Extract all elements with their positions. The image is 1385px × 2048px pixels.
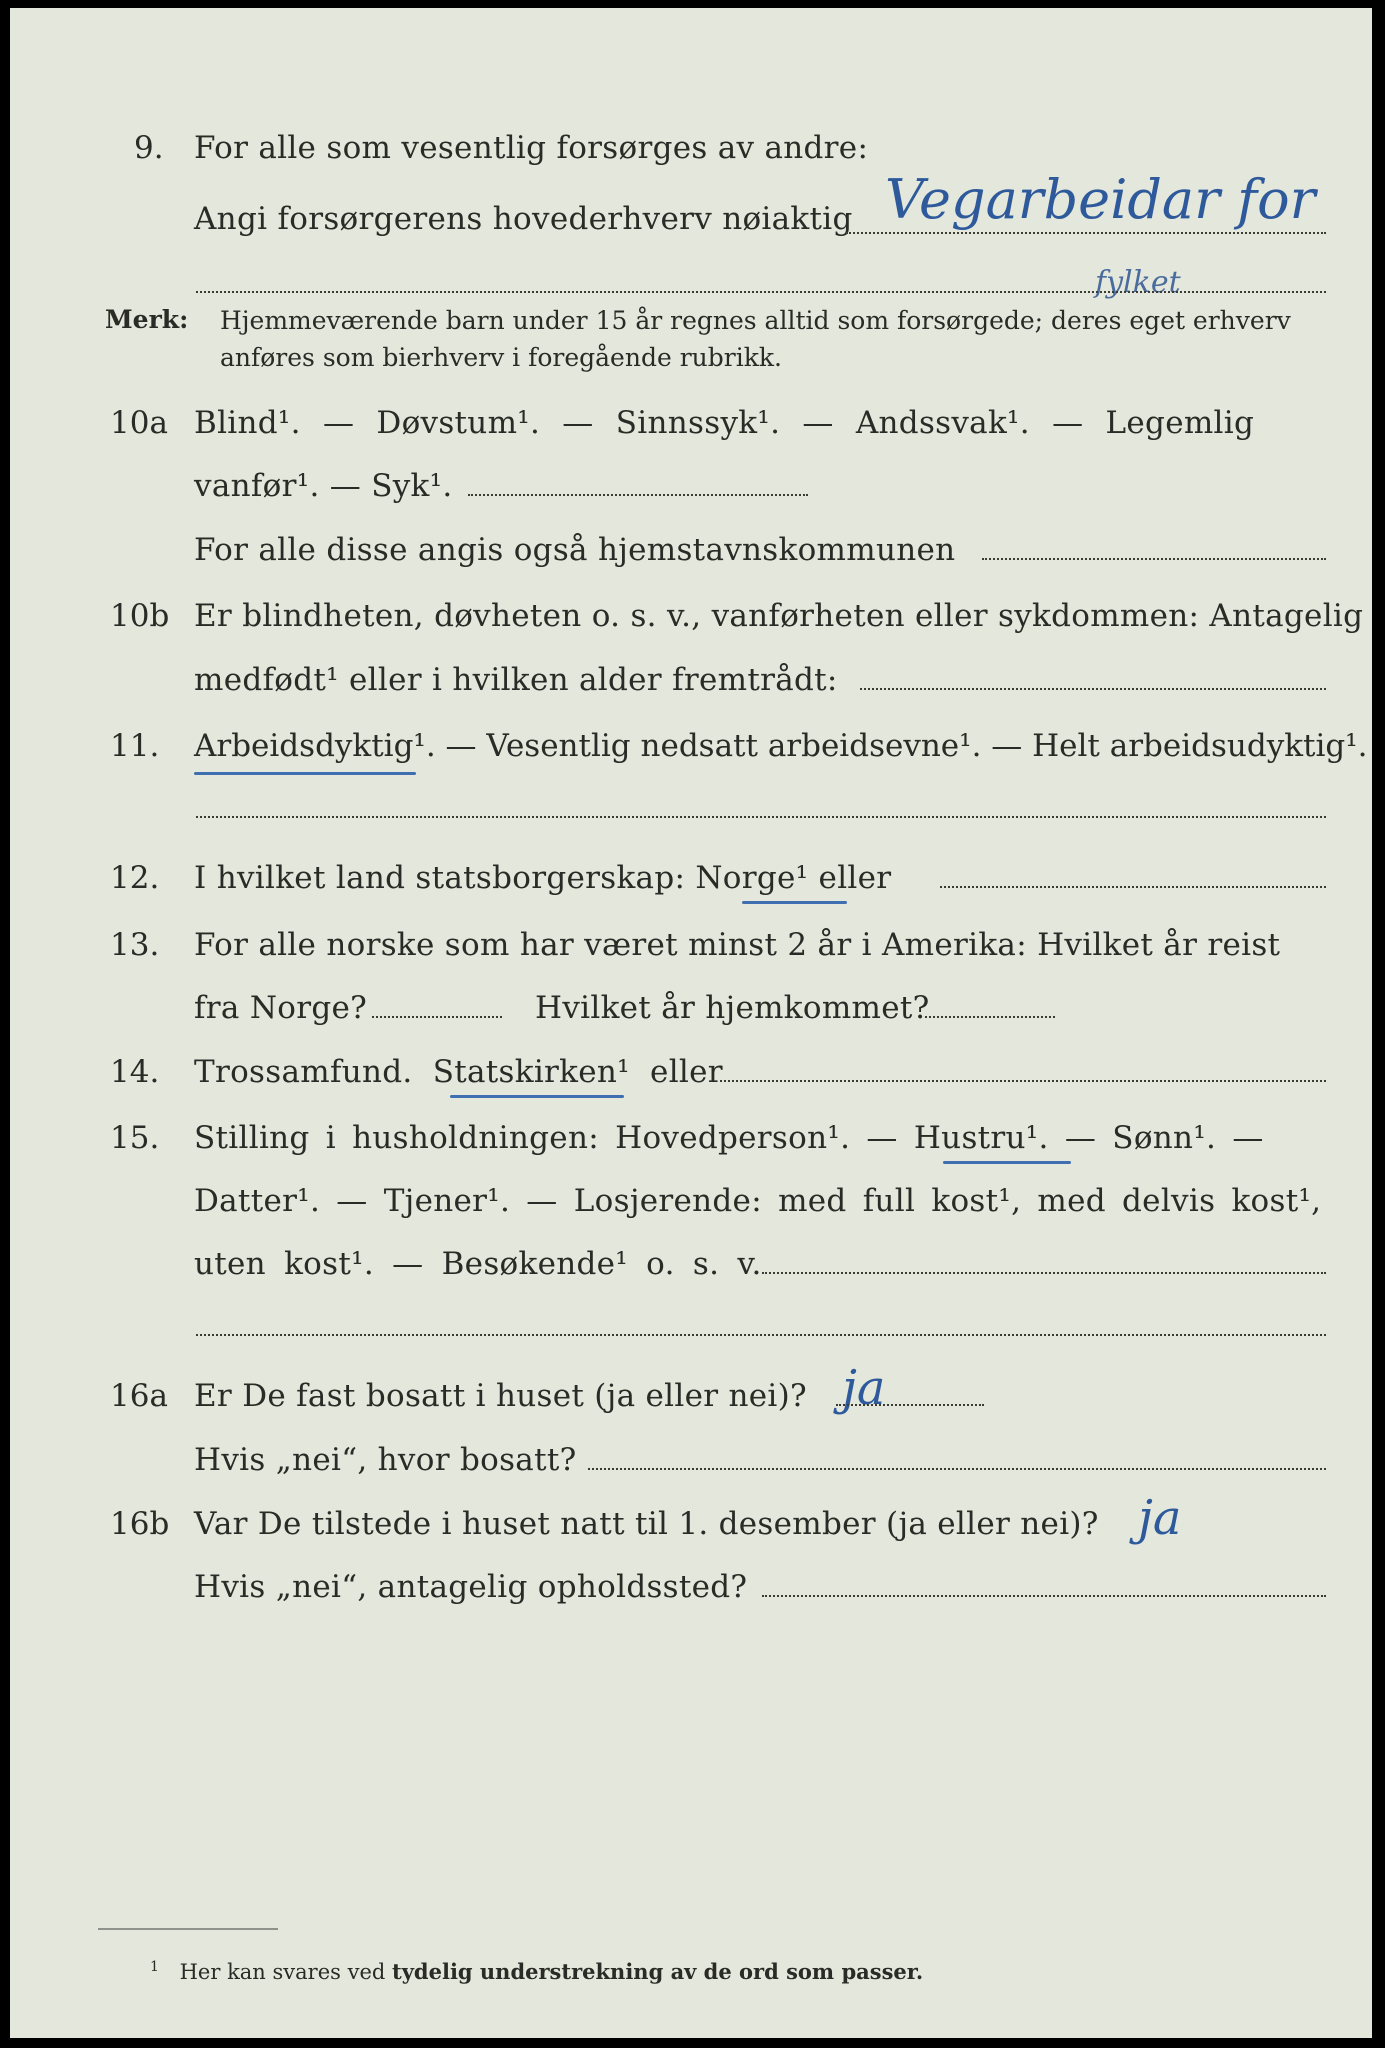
q13-line2a: fra Norge?: [194, 990, 368, 1026]
q16b-line2: Hvis „nei“, antagelig opholdssted?: [194, 1569, 748, 1605]
footnote-bold: tydelig understrekning av de ord som passer.: [392, 1959, 924, 1984]
q10b-dotted-line: [860, 688, 1326, 690]
q15-underline-hustru: [943, 1161, 1071, 1164]
q16b-number: 16b: [110, 1506, 170, 1542]
q16b-opholdssted-dotted-line: [762, 1595, 1326, 1597]
merk-label: Merk:: [105, 305, 189, 334]
q15-line1: Stilling i husholdningen: Hovedperson¹. — Hustru¹. — Sønn¹. —: [194, 1120, 1264, 1156]
q16a-line2: Hvis „nei“, hvor bosatt?: [194, 1442, 577, 1478]
census-form-page: [10, 8, 1372, 2038]
q14-underline-statskirken: [450, 1095, 624, 1098]
q13-hjemkommet-dotted-line: [925, 1016, 1055, 1018]
q9-handwritten-answer-cont: fylket: [1095, 265, 1181, 300]
q15-line3: uten kost¹. — Besøkende¹ o. s. v.: [194, 1246, 762, 1282]
q14-dotted-line: [720, 1080, 1326, 1082]
q16b-handwritten-answer: ja: [1138, 1490, 1182, 1546]
q9-handwritten-answer: Vegarbeidar for: [885, 168, 1316, 231]
q10a-line3: For alle disse angis også hjemstavnskommunen: [194, 532, 956, 568]
q16a-number: 16a: [110, 1378, 168, 1414]
q10b-line2: medfødt¹ eller i hvilken alder fremtrådt:: [194, 662, 838, 698]
q10a-line2: vanfør¹. — Syk¹.: [194, 468, 453, 504]
q15-second-dotted-line: [196, 1334, 1326, 1336]
q13-line2b: Hvilket år hjemkommet?: [535, 990, 930, 1026]
q14-line1: Trossamfund. Statskirken¹ eller: [194, 1054, 723, 1090]
q16a-handwritten-answer: ja: [842, 1360, 886, 1416]
q9-answer-dotted-line: [846, 232, 1326, 234]
q16b-line1: Var De tilstede i huset natt til 1. desember (ja eller nei)?: [194, 1506, 1099, 1542]
q13-reist-dotted-line: [372, 1016, 502, 1018]
footnote-mark: 1: [150, 1959, 159, 1975]
q11-line1: Arbeidsdyktig¹. — Vesentlig nedsatt arbeidsevne¹. — Helt arbeidsudyktig¹.: [194, 728, 1368, 764]
q12-number: 12.: [110, 860, 160, 896]
q12-dotted-line: [940, 886, 1326, 888]
q10a-dotted-line: [468, 494, 808, 496]
q13-number: 13.: [110, 927, 160, 963]
q9-second-dotted-line: [196, 291, 1326, 293]
q15-line2: Datter¹. — Tjener¹. — Losjerende: med full kost¹, med delvis kost¹,: [194, 1183, 1322, 1219]
q10a-line1: Blind¹. — Døvstum¹. — Sinnssyk¹. — Andssvak¹. — Legemlig: [194, 405, 1255, 441]
q11-underline-arbeidsdyktig: [194, 772, 416, 775]
q12-underline-norge: [742, 901, 847, 904]
footnote: [150, 1953, 923, 1986]
q16a-bosatt-dotted-line: [588, 1468, 1326, 1470]
q11-number: 11.: [110, 728, 160, 764]
footnote-pre: Her kan svares ved: [179, 1960, 386, 1984]
q10a-number: 10a: [110, 405, 168, 441]
q14-number: 14.: [110, 1054, 160, 1090]
q11-dotted-line: [196, 816, 1326, 818]
q10b-line1: Er blindheten, døvheten o. s. v., vanførheten eller sykdommen: Antagelig: [194, 598, 1364, 634]
q13-line1: For alle norske som har været minst 2 år i Amerika: Hvilket år reist: [194, 927, 1281, 963]
q10a-hjemstavn-dotted-line: [982, 558, 1326, 560]
q9-line1: For alle som vesentlig forsørges av andre:: [194, 130, 869, 166]
q16a-line1: Er De fast bosatt i huset (ja eller nei)?: [194, 1378, 807, 1414]
merk-line2: anføres som bierhverv i foregående rubrikk.: [220, 343, 782, 372]
q10b-number: 10b: [110, 598, 170, 634]
q12-line1: I hvilket land statsborgerskap: Norge¹ eller: [194, 860, 892, 896]
q15-number: 15.: [110, 1120, 160, 1156]
q9-number: 9.: [134, 130, 164, 166]
q16a-dotted-line: [836, 1404, 984, 1406]
q15-dotted-line: [762, 1272, 1326, 1274]
footnote-separator: [98, 1928, 278, 1930]
merk-line1: Hjemmeværende barn under 15 år regnes alltid som forsørgede; deres eget erhverv: [220, 306, 1291, 335]
q9-line2: Angi forsørgerens hovederhverv nøiaktig: [194, 201, 853, 237]
